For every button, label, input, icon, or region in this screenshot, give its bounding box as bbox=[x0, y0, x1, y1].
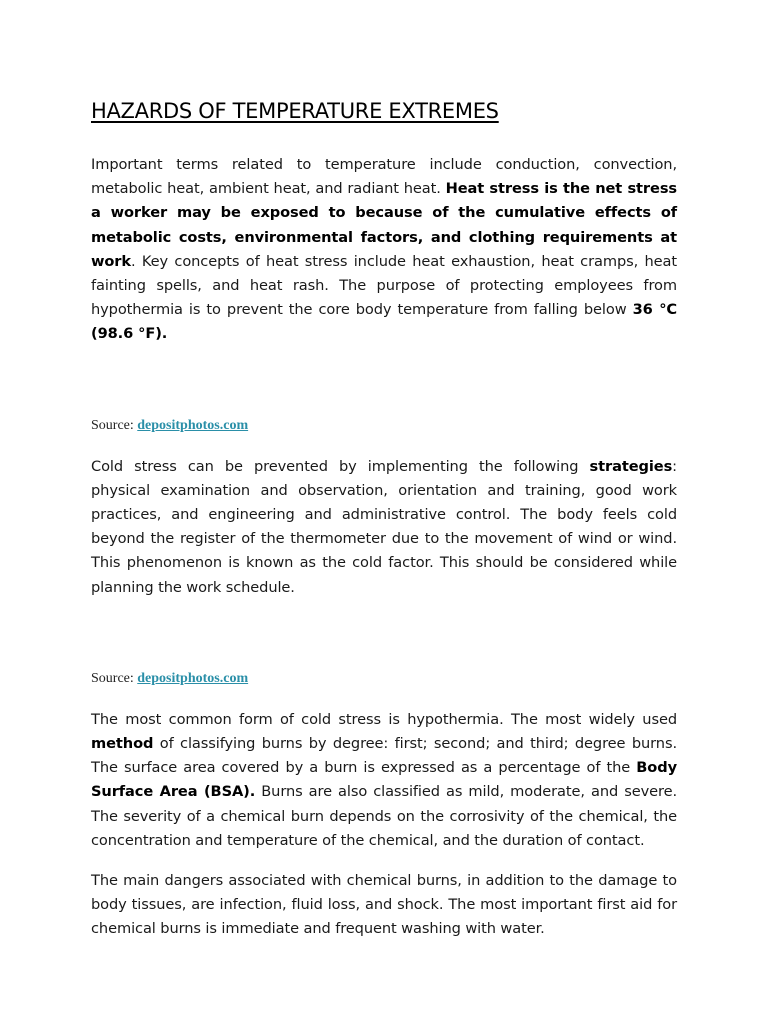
paragraph-bold-text: Body Surface Area (BSA). bbox=[91, 759, 677, 801]
paragraph-burns bbox=[91, 708, 677, 853]
paragraph-text: Cold stress can be prevented by implementing the following bbox=[91, 457, 590, 475]
paragraph-bold-text: strategies bbox=[589, 457, 673, 475]
paragraph-bold-text: method bbox=[91, 735, 154, 753]
paragraph-cold-stress bbox=[91, 455, 677, 600]
paragraph-text: of classifying burns by degree: first; second; and third; degree burns. The surface area covered by a burn is expressed as a percentage of the bbox=[91, 735, 677, 777]
source-label: Source: bbox=[91, 417, 138, 433]
paragraph-bold-text: 36 °C (98.6 °F). bbox=[91, 301, 677, 343]
paragraph-text: : physical examination and observation, orientation and training, good work practices, and engineering and administrative control. The body feels cold beyond the register of the thermometer due to the movement of wind or wind. This phenomenon is known as the cold factor. This should be considered while planning the work schedule. bbox=[91, 457, 677, 596]
image-source-caption bbox=[91, 669, 677, 689]
page-title: HAZARDS OF TEMPERATURE EXTREMES bbox=[91, 99, 499, 123]
paragraph-heat-stress bbox=[91, 153, 677, 347]
document-page bbox=[91, 96, 677, 942]
image-source-caption bbox=[91, 416, 677, 436]
paragraph-text: Burns are also classified as mild, moderate, and severe. The severity of a chemical burn depends on the corrosivity of the chemical, the concentration and temperature of the chemical, and the duration of contact. bbox=[91, 783, 678, 849]
paragraph-bold-text: Heat stress is the net stress a worker may be exposed to because of the cumulative effects of metabolic costs, environmental factors, and clothing requirements at work bbox=[91, 180, 677, 270]
source-link[interactable]: depositphotos.com bbox=[137, 670, 249, 686]
paragraph-chemical-burns bbox=[91, 869, 677, 942]
paragraph-text: The main dangers associated with chemical burns, in addition to the damage to body tissues, are infection, fluid loss, and shock. The most important first aid for chemical burns is immediate and frequent washing with water. bbox=[91, 872, 677, 938]
paragraph-text: . Key concepts of heat stress include heat exhaustion, heat cramps, heat fainting spells, and heat rash. The purpose of protecting employees from hypothermia is to prevent the core body temperature from falling below bbox=[91, 252, 677, 319]
paragraph-text: The most common form of cold stress is hypothermia. The most widely used bbox=[91, 710, 677, 728]
source-link[interactable]: depositphotos.com bbox=[137, 417, 249, 433]
paragraph-text: Important terms related to temperature include conduction, convection, metabolic heat, ambient heat, and radiant heat. bbox=[91, 156, 677, 198]
source-label: Source: bbox=[91, 670, 138, 686]
